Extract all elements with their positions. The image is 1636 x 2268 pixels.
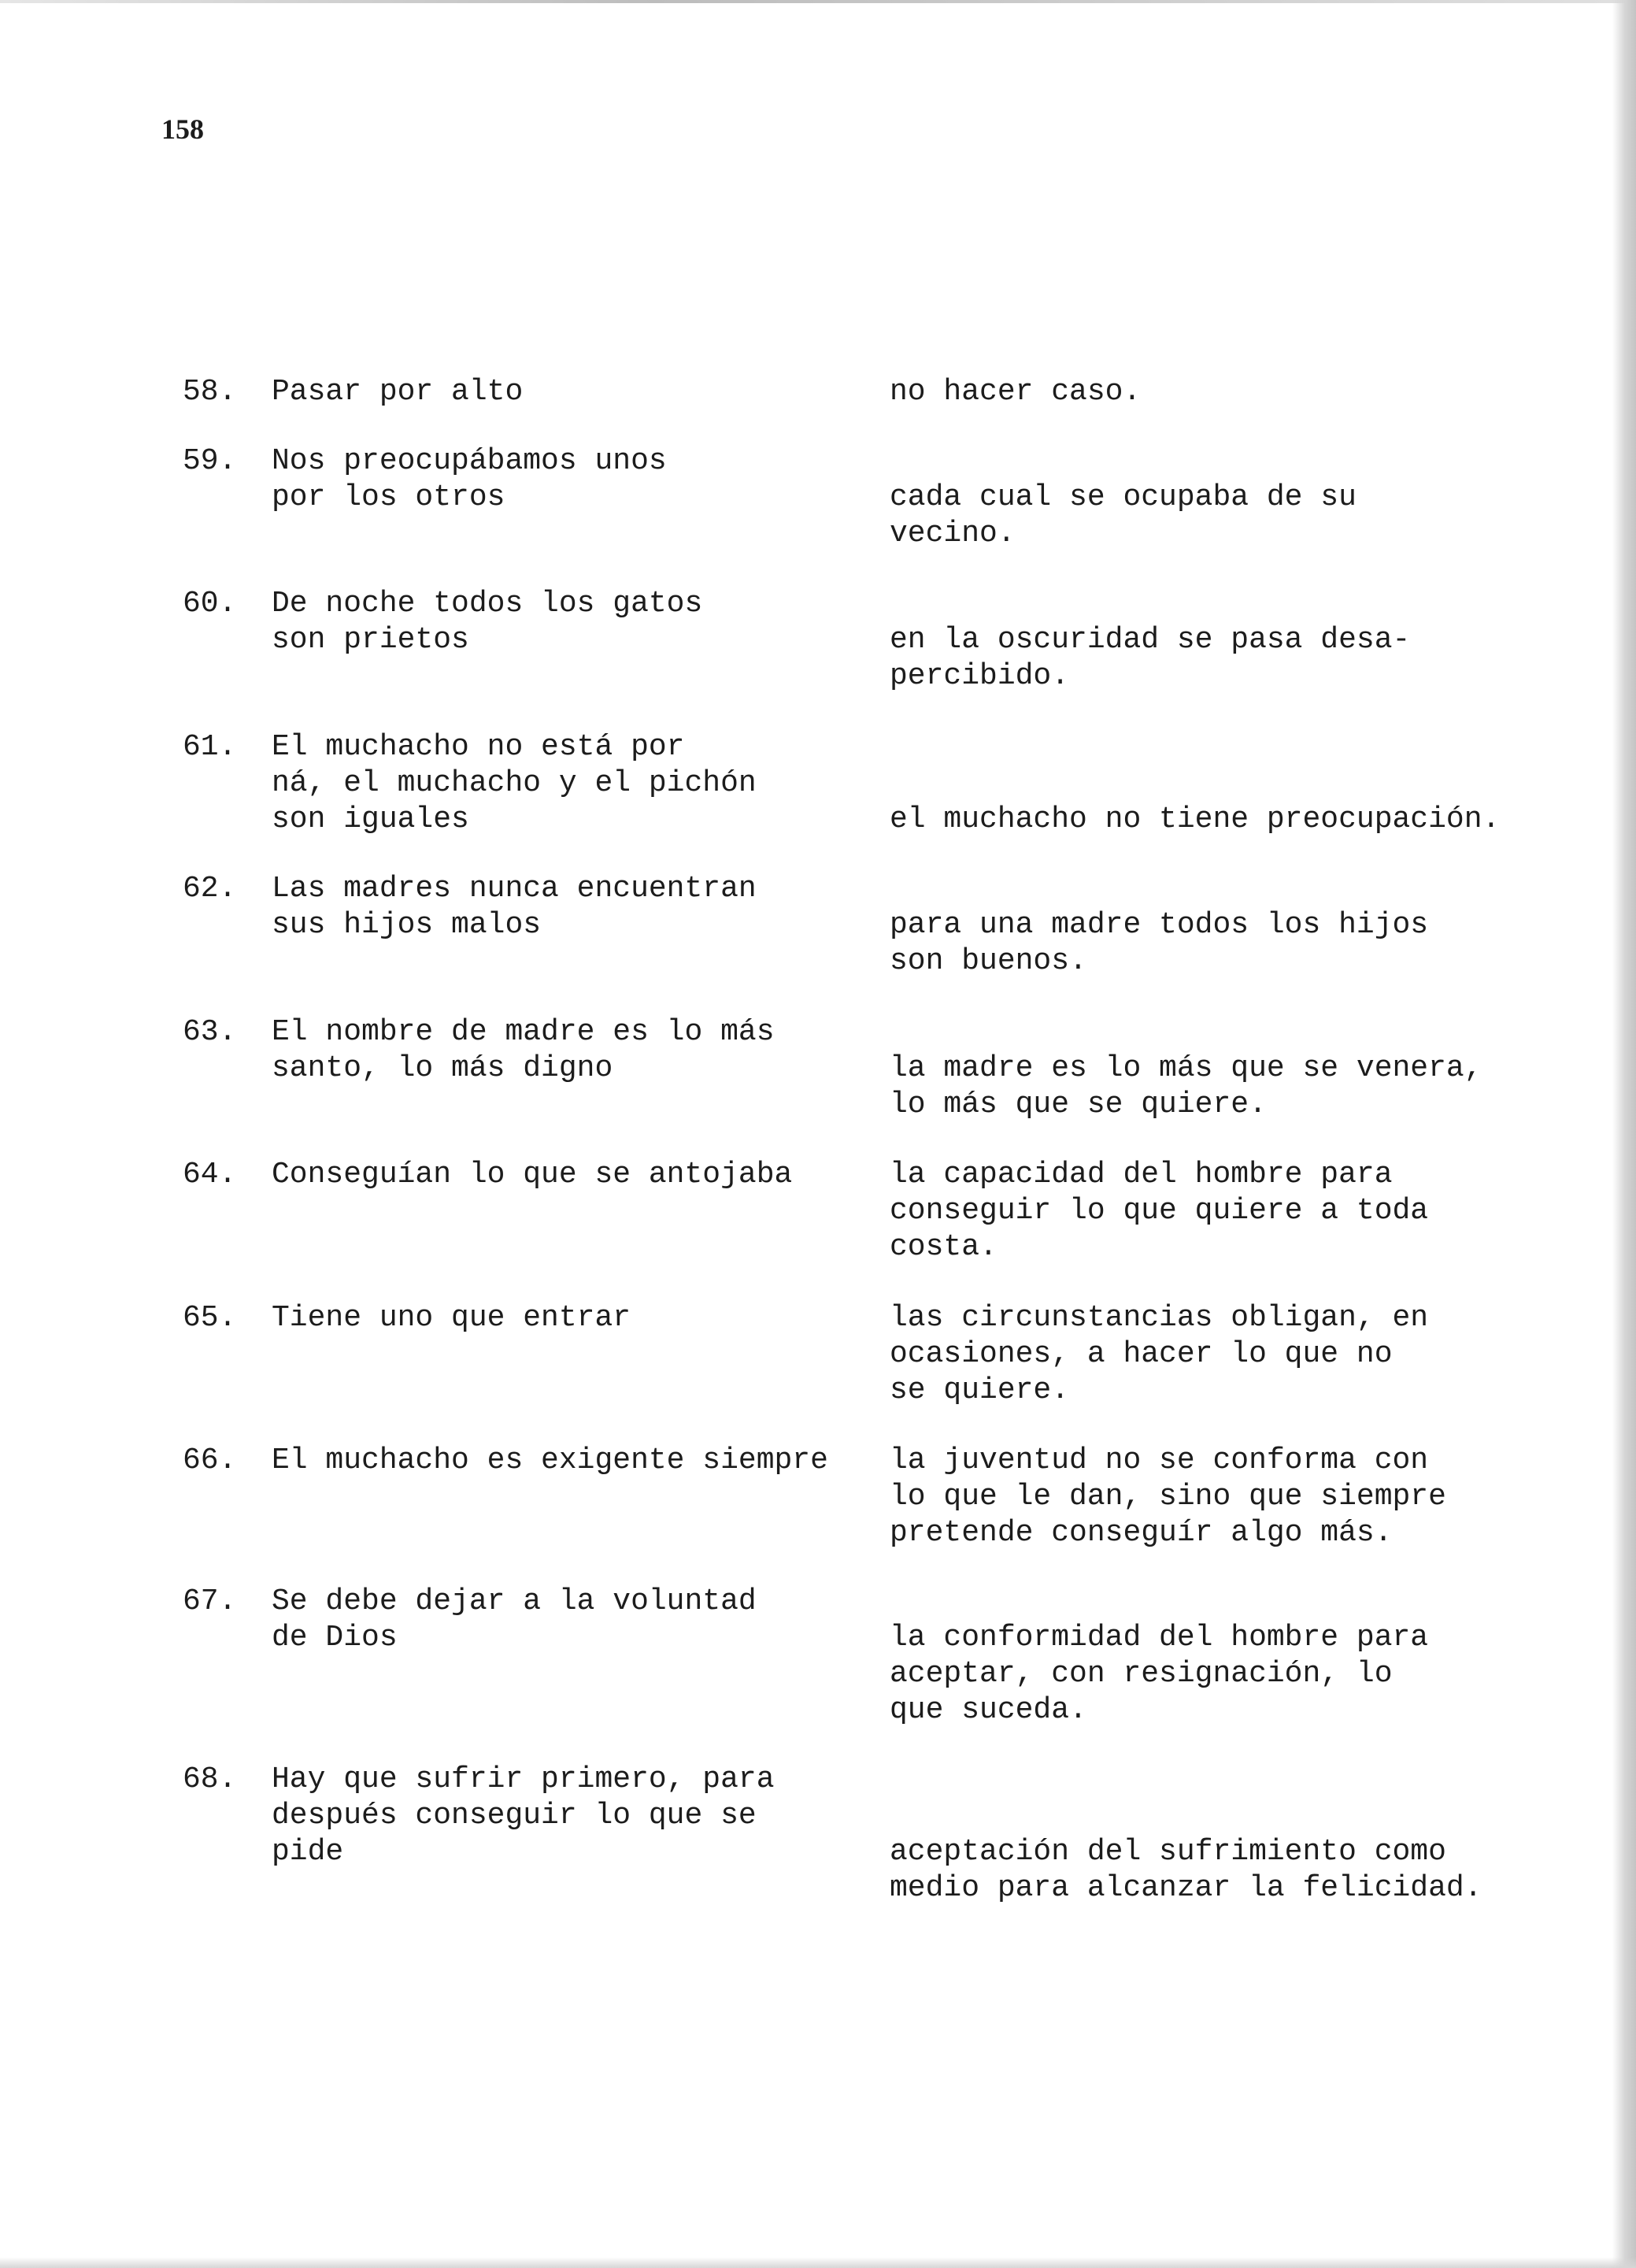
entry-number: 62. <box>183 872 237 906</box>
entry-meaning: cada cual se ocupaba de su vecino. <box>890 480 1357 550</box>
entry-phrase: Tiene uno que entrar <box>272 1301 631 1335</box>
entry-meaning: en la oscuridad se pasa desa- percibido. <box>890 623 1411 693</box>
entry-meaning: la conformidad del hombre para aceptar, con resignación, lo que suceda. <box>890 1621 1429 1727</box>
entry-number: 58. <box>183 375 237 409</box>
entry-meaning: no hacer caso. <box>890 375 1142 409</box>
entry-phrase: Nos preocupábamos unos por los otros <box>272 444 667 514</box>
entry-meaning: aceptación del sufrimiento como medio para alcanzar la felicidad. <box>890 1835 1482 1905</box>
entry-number: 66. <box>183 1443 237 1477</box>
entry-meaning: la capacidad del hombre para conseguir lo que quiere a toda costa. <box>890 1158 1429 1264</box>
entry-phrase: Las madres nunca encuentran sus hijos malos <box>272 872 757 942</box>
page-number: 158 <box>161 113 204 145</box>
entry-number: 67. <box>183 1584 237 1618</box>
scan-top-edge <box>0 0 1636 3</box>
entry-number: 64. <box>183 1158 237 1191</box>
scan-right-edge-shadow <box>1612 0 1636 2268</box>
entry-phrase: El muchacho no está por ná, el muchacho y el pichón son iguales <box>272 730 757 836</box>
entry-meaning: las circunstancias obligan, en ocasiones, a hacer lo que no se quiere. <box>890 1301 1429 1407</box>
entry-number: 59. <box>183 444 237 478</box>
entry-number: 61. <box>183 730 237 764</box>
entry-phrase: Pasar por alto <box>272 375 524 409</box>
entry-phrase: Hay que sufrir primero, para después conseguir lo que se pide <box>272 1762 775 1869</box>
scan-bottom-edge-shadow <box>0 2257 1636 2268</box>
entry-phrase: El muchacho es exigente siempre <box>272 1443 828 1477</box>
entry-meaning: la madre es lo más que se venera, lo más que se quiere. <box>890 1051 1482 1121</box>
entry-meaning: para una madre todos los hijos son buenos. <box>890 908 1429 978</box>
entry-number: 68. <box>183 1762 237 1796</box>
entry-phrase: Se debe dejar a la voluntad de Dios <box>272 1584 757 1655</box>
entry-phrase: Conseguían lo que se antojaba <box>272 1158 793 1191</box>
entry-number: 60. <box>183 587 237 621</box>
entry-meaning: la juventud no se conforma con lo que le dan, sino que siempre pretende conseguír algo más. <box>890 1443 1446 1550</box>
entry-number: 63. <box>183 1015 237 1049</box>
entry-phrase: De noche todos los gatos son prietos <box>272 587 703 657</box>
entry-phrase: El nombre de madre es lo más santo, lo más digno <box>272 1015 775 1085</box>
entry-number: 65. <box>183 1301 237 1335</box>
entry-meaning: el muchacho no tiene preocupación. <box>890 802 1501 836</box>
